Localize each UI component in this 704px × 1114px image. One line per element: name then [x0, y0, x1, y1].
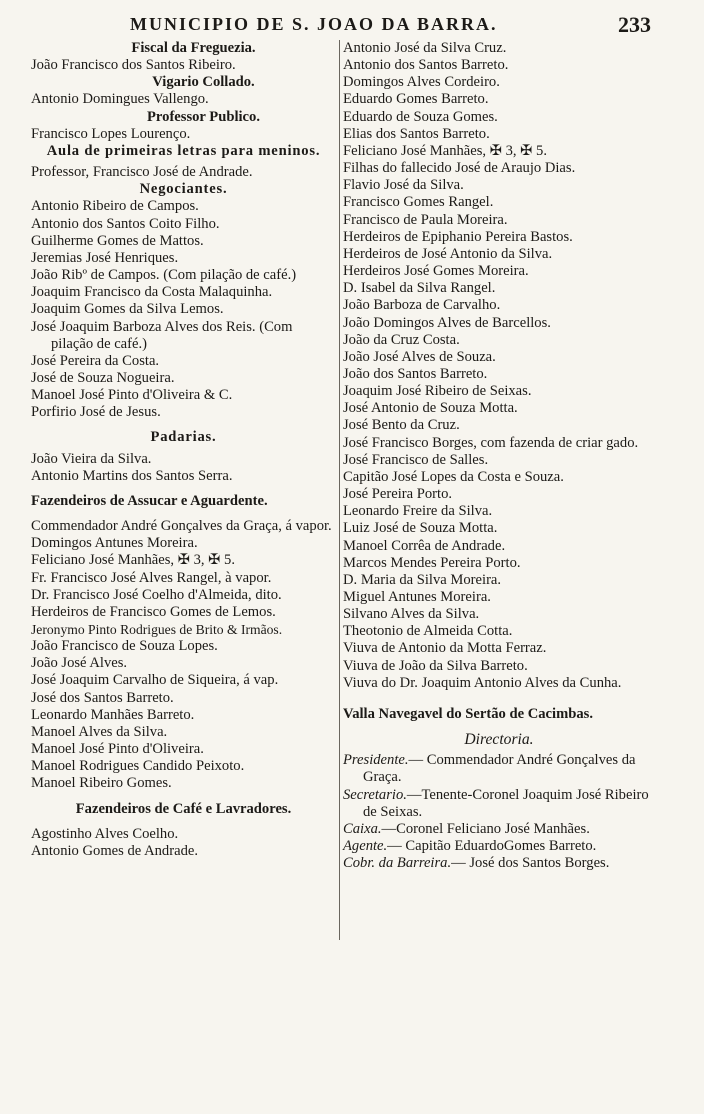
list-item: João dos Santos Barreto.: [343, 365, 488, 382]
page-header: [0, 12, 704, 42]
assucar-heading: Fazendeiros de Assucar e Aguardente.: [31, 492, 268, 509]
list-item: Herdeiros de Francisco Gomes de Lemos.: [31, 603, 276, 620]
list-item: Joaquim Gomes da Silva Lemos.: [31, 301, 224, 318]
running-title: MUNICIPIO DE S. JOAO DA BARRA.: [130, 14, 498, 34]
directoria-text: — Capitão EduardoGomes Barreto.: [387, 838, 597, 855]
list-item: Agostinho Alves Coelho.: [31, 825, 179, 842]
list-item: João Vieira da Silva.: [31, 450, 152, 467]
directoria-heading: Directoria.: [464, 731, 534, 749]
list-item: Marcos Mendes Pereira Porto.: [343, 554, 521, 571]
list-item: Manoel Ribeiro Gomes.: [31, 775, 172, 792]
list-item: Viuva do Dr. Joaquim Antonio Alves da Cunha.: [343, 674, 622, 691]
directoria-entry: [343, 855, 655, 872]
padarias-heading: Padarias.: [150, 429, 217, 446]
list-item: Antonio Martins dos Santos Serra.: [31, 467, 233, 484]
list-item: Francisco de Paula Moreira.: [343, 211, 508, 228]
list-item: Commendador André Gonçalves da Graça, á vapor.: [31, 518, 332, 535]
list-item: Porfirio José de Jesus.: [31, 404, 161, 421]
list-item: Antonio Ribeiro de Campos.: [31, 198, 199, 215]
list-item: João José Alves.: [31, 655, 128, 672]
list-item: José Francisco Borges, com fazenda de criar gado.: [343, 434, 639, 451]
directoria-role: Cobr. da Barreira.: [343, 855, 452, 872]
list-item: Joaquim Francisco da Costa Malaquinha.: [31, 284, 273, 301]
vigario-name: Antonio Domingues Vallengo.: [31, 91, 209, 108]
column-divider: [339, 40, 340, 940]
list-item: Manoel Rodrigues Candido Peixoto.: [31, 758, 245, 775]
negociantes-heading: Negociantes.: [139, 181, 228, 198]
list-item: Antonio Gomes de Andrade.: [31, 842, 198, 859]
list-item: Leonardo Manhães Barreto.: [31, 706, 195, 723]
list-item: José Pereira da Costa.: [31, 352, 160, 369]
list-item: Herdeiros de José Antonio da Silva.: [343, 245, 553, 262]
list-item: Fr. Francisco José Alves Rangel, à vapor.: [31, 569, 272, 586]
list-item: Theotonio de Almeida Cotta.: [343, 623, 513, 640]
directoria-text: — Commendador André Gonçalves da Graça.: [363, 752, 636, 786]
list-item: José Francisco de Salles.: [343, 451, 489, 468]
directoria-role: Agente.: [343, 838, 388, 855]
list-item: Joaquim José Ribeiro de Seixas.: [343, 383, 532, 400]
list-item: Antonio José da Silva Cruz.: [343, 40, 507, 56]
list-item: João José Alves de Souza.: [343, 348, 496, 365]
list-item: José Pereira Porto.: [343, 486, 453, 503]
list-item: Antonio dos Santos Barreto.: [343, 57, 509, 74]
list-item: Dr. Francisco José Coelho d'Almeida, dito.: [31, 586, 282, 603]
vigario-heading: Vigario Collado.: [152, 74, 255, 91]
directoria-entry: [343, 821, 655, 838]
list-item: Miguel Antunes Moreira.: [343, 589, 491, 605]
right-column: [343, 40, 655, 872]
list-item: João Domingos Alves de Barcellos.: [343, 314, 551, 331]
list-item: Capitão José Lopes da Costa e Souza.: [343, 468, 564, 485]
directoria-entry: [343, 838, 655, 855]
list-item: Guilherme Gomes de Mattos.: [31, 232, 204, 249]
list-item: João Francisco de Souza Lopes.: [31, 638, 218, 655]
list-item: Domingos Alves Cordeiro.: [343, 74, 500, 91]
list-item: Francisco Gomes Rangel.: [343, 194, 494, 211]
list-item: Elias dos Santos Barreto.: [343, 125, 490, 142]
aula-professor: Professor, Francisco José de Andrade.: [31, 164, 253, 181]
list-item: Luiz José de Souza Motta.: [343, 520, 498, 537]
left-column: [31, 40, 336, 860]
list-item: Leonardo Freire da Silva.: [343, 503, 493, 520]
list-item: Feliciano José Manhães, ✠ 3, ✠ 5.: [343, 142, 548, 159]
list-item: Filhas do fallecido José de Araujo Dias.: [343, 160, 576, 177]
list-item: Viuva de Antonio da Motta Ferraz.: [343, 640, 547, 657]
list-item: Herdeiros de Epiphanio Pereira Bastos.: [343, 228, 573, 245]
list-item: Manoel José Pinto d'Oliveira & C.: [31, 387, 233, 404]
list-item: José Joaquim Barboza Alves dos Reis. (Com pilação de café.): [31, 318, 293, 352]
directoria-role: Caixa.: [343, 820, 382, 837]
list-item: D. Maria da Silva Moreira.: [343, 571, 502, 588]
professor-heading: Professor Publico.: [147, 108, 260, 125]
fiscal-name: João Francisco dos Santos Ribeiro.: [31, 57, 236, 74]
list-item: José de Souza Nogueira.: [31, 369, 175, 386]
valla-heading: Valla Navegavel do Sertão de Cacimbas.: [343, 705, 593, 722]
list-item: Eduardo de Souza Gomes.: [343, 108, 498, 125]
list-item: Antonio dos Santos Coito Filho.: [31, 215, 220, 232]
directoria-role: Secretario.: [343, 786, 407, 803]
aula-heading: Aula de primeiras letras para meninos.: [46, 142, 321, 159]
list-item: José Antonio de Souza Motta.: [343, 400, 518, 417]
list-item: Eduardo Gomes Barreto.: [343, 91, 489, 108]
list-item: Manoel Alves da Silva.: [31, 723, 168, 740]
directoria-text: —Coronel Feliciano José Manhães.: [381, 820, 590, 837]
list-item: Flavio José da Silva.: [343, 177, 464, 194]
cafe-heading: Fazendeiros de Café e Lavradores.: [75, 800, 292, 817]
directoria-entry: [343, 787, 655, 821]
list-item: Viuva de João da Silva Barreto.: [343, 657, 528, 674]
list-item: Herdeiros José Gomes Moreira.: [343, 263, 529, 280]
list-item: Domingos Antunes Moreira.: [31, 535, 198, 552]
directoria-entry: [343, 752, 655, 786]
list-item: Silvano Alves da Silva.: [343, 606, 480, 623]
list-item: Manoel Corrêa de Andrade.: [343, 537, 506, 554]
list-item: Jeronymo Pinto Rodrigues de Brito & Irmãos.: [31, 622, 283, 637]
page-number: 233: [618, 12, 651, 37]
list-item: Manoel José Pinto d'Oliveira.: [31, 741, 204, 758]
list-item: José Bento da Cruz.: [343, 417, 460, 434]
fiscal-heading: Fiscal da Freguezia.: [131, 40, 256, 56]
list-item: João Barboza de Carvalho.: [343, 297, 501, 314]
list-item: D. Isabel da Silva Rangel.: [343, 280, 496, 297]
list-item: José Joaquim Carvalho de Siqueira, á vap.: [31, 672, 279, 689]
list-item: Feliciano José Manhães, ✠ 3, ✠ 5.: [31, 552, 236, 569]
directoria-text: —Tenente-Coronel Joaquim José Ribeiro de Seixas.: [363, 786, 649, 820]
list-item: João da Cruz Costa.: [343, 331, 460, 348]
list-item: José dos Santos Barreto.: [31, 689, 174, 706]
directoria-text: — José dos Santos Borges.: [451, 855, 610, 872]
list-item: Jeremias José Henriques.: [31, 249, 179, 266]
professor-name: Francisco Lopes Lourenço.: [31, 125, 191, 142]
list-item: João Ribº de Campos. (Com pilação de café.): [31, 267, 297, 284]
directoria-role: Presidente.: [343, 752, 409, 769]
